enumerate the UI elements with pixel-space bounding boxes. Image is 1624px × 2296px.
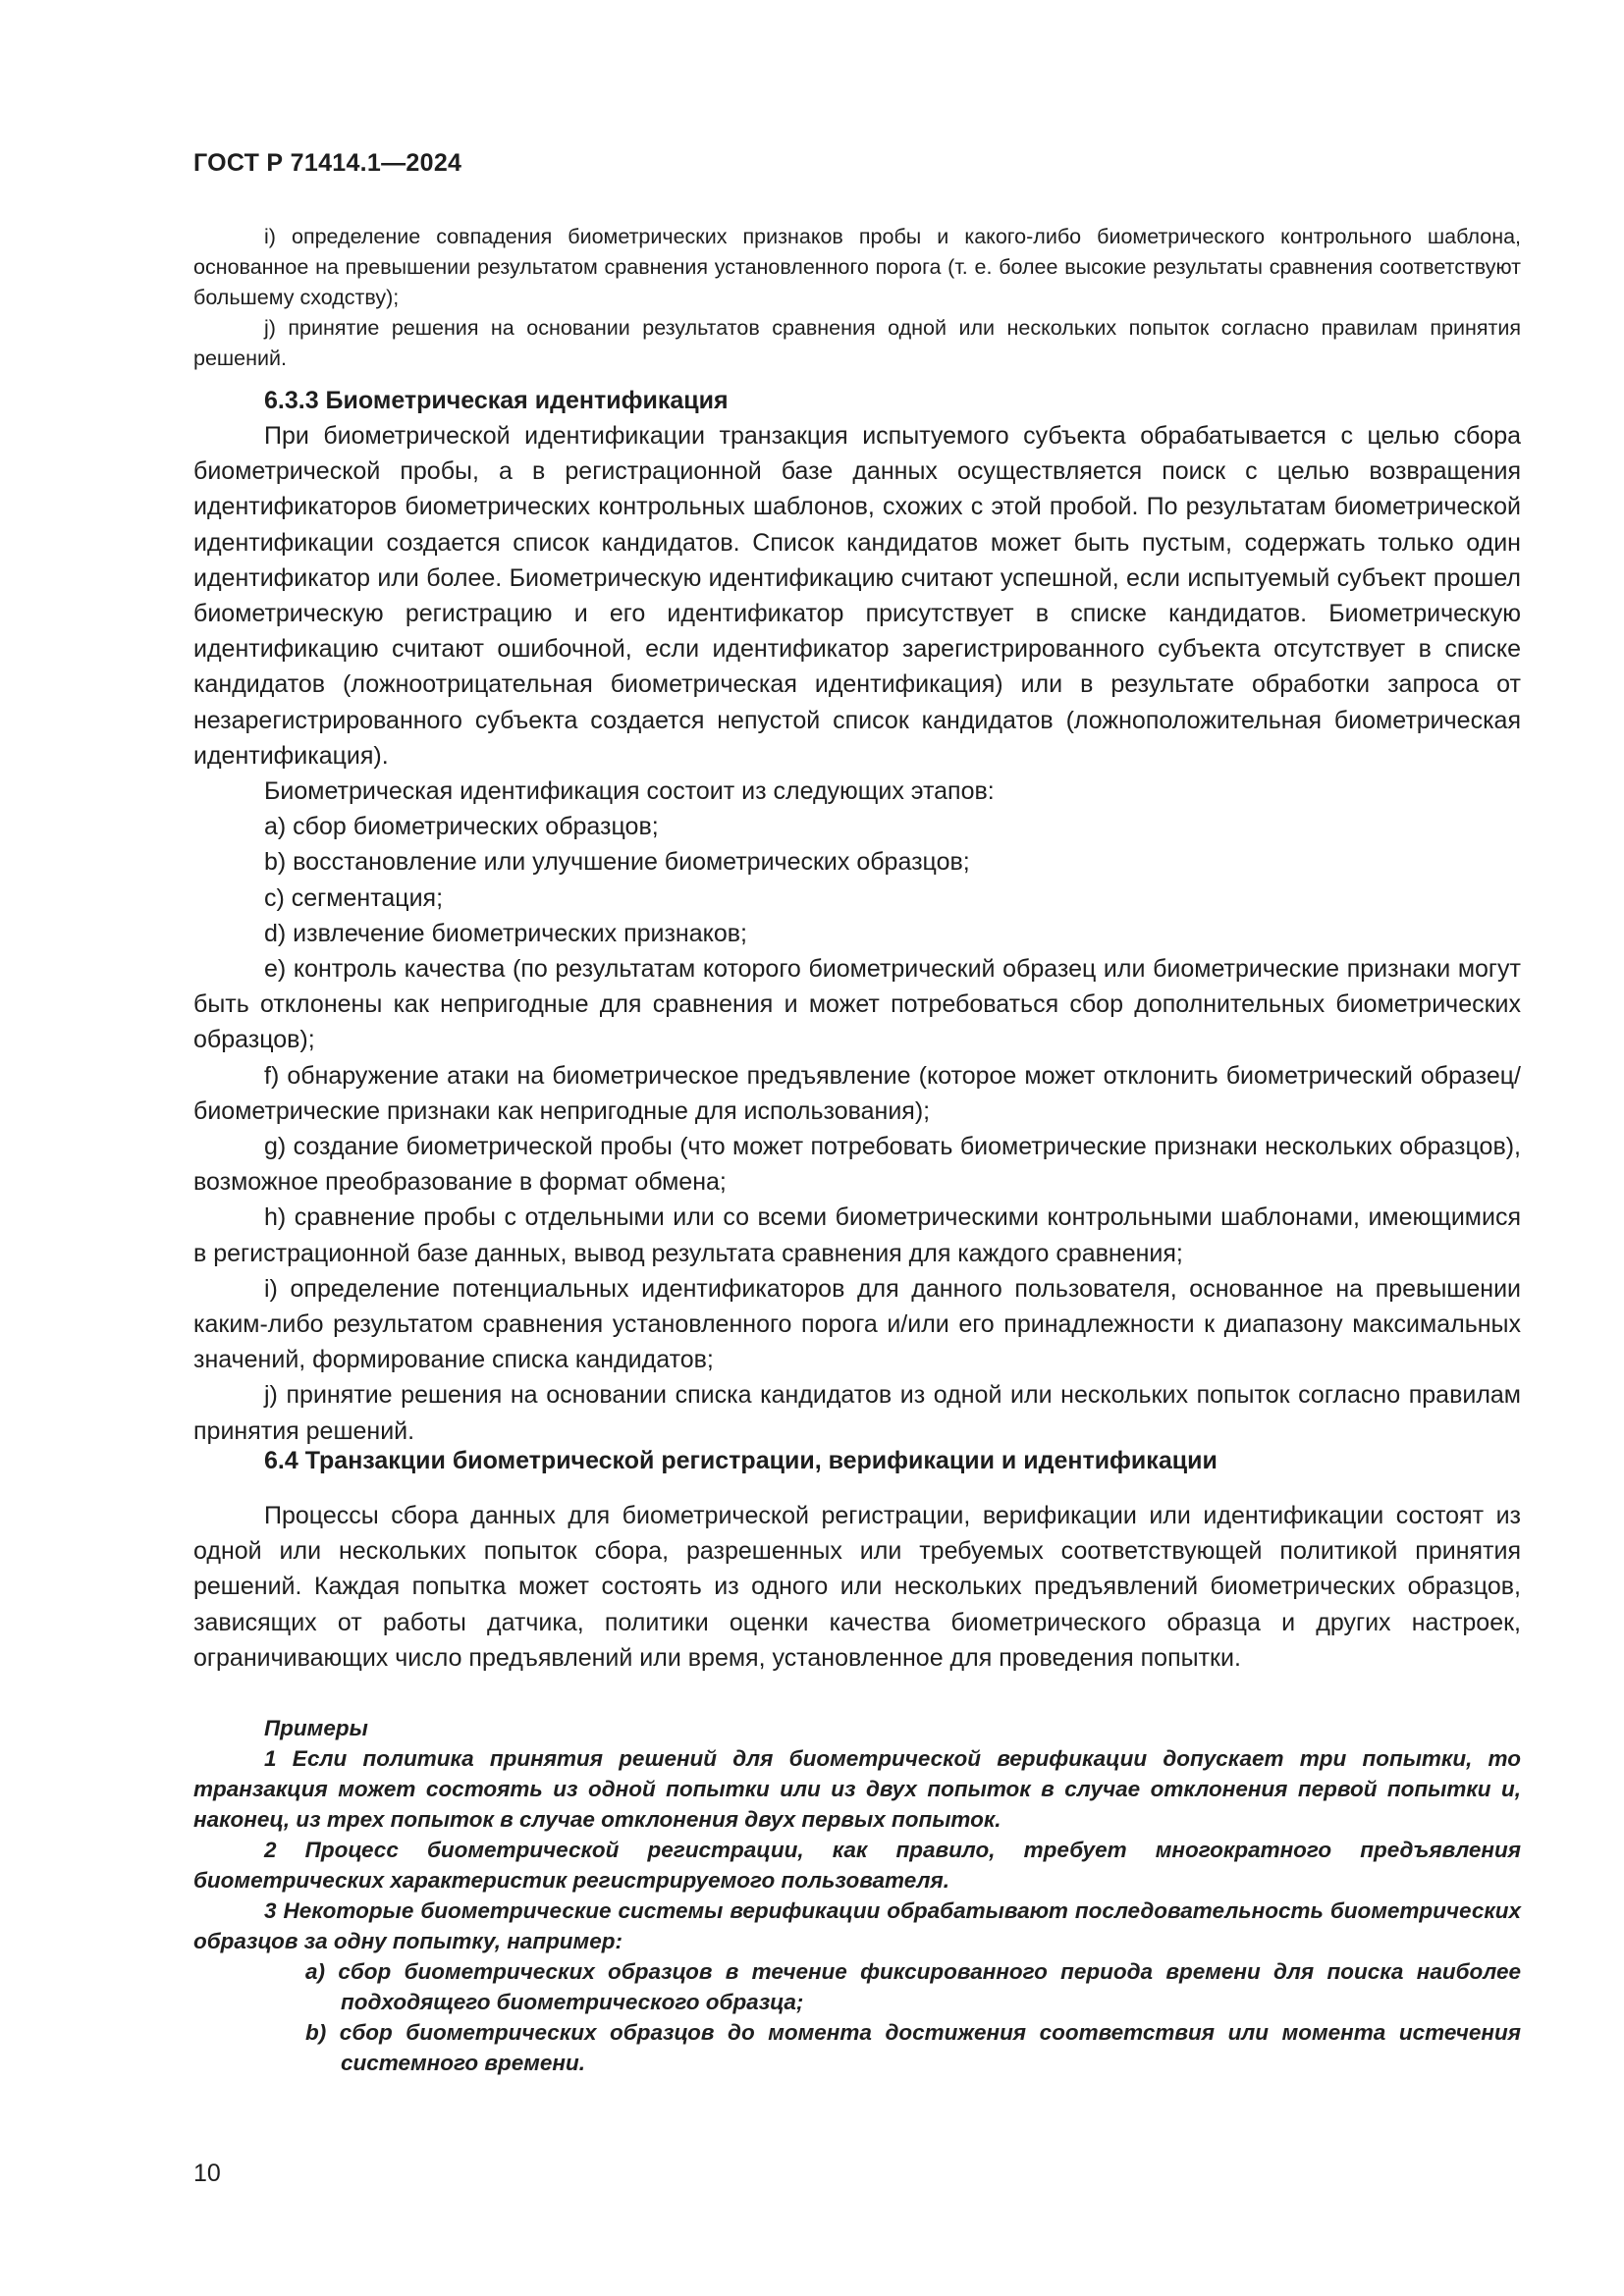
example-item: 1 Если политика принятия решений для биометрической верификации допускает три попытки, то транзакция может состоять из одной попытки или из двух попыток в случае отклонения первой попытки и, наконец, из трех попыток в случае отклонения двух первых попыток. (193, 1746, 1521, 1832)
list-item: j) принятие решения на основании списка кандидатов из одной или нескольких попыток согласно правилам принятия решений. (193, 1381, 1521, 1445)
list-item: e) контроль качества (по результатам которого биометрический образец или биометрические признаки могут быть отклонены как непригодные для сравнения и может потребоваться сбор дополнительных биометрических образцов); (193, 955, 1521, 1054)
section-paragraph: Процессы сбора данных для биометрической регистрации, верификации или идентификации состоят из одной или нескольких попыток сбора, разрешенных или требуемых соответствующей политикой принятия решений. Каждая попытка может состоять из одного или нескольких предъявлений биометрических образцов, зависящих от работы датчика, политики оценки качества биометрического образца и других настроек, ограничивающих число предъявлений или время, установленное для проведения попытки. (193, 1502, 1521, 1672)
section-6-4 (193, 1443, 1521, 1676)
list-item: d) извлечение биометрических признаков; (264, 919, 747, 947)
list-item: f) обнаружение атаки на биометрическое предъявление (которое может отклонить биометрический образец/биометрические признаки как непригодные для использования); (193, 1061, 1521, 1125)
page-number: 10 (193, 2160, 221, 2187)
example-item: 3 Некоторые биометрические системы верификации обрабатывают последовательность биометрических образцов за одну попытку, например: (193, 1898, 1521, 1953)
list-item: i) определение потенциальных идентификаторов для данного пользователя, основанное на превышении каким-либо результатом сравнения установленного порога и/или его принадлежности к диапазону максимальных значений, формирование списка кандидатов; (193, 1274, 1521, 1374)
list-item: b) восстановление или улучшение биометрических образцов; (264, 848, 970, 877)
section-heading: 6.3.3 Биометрическая идентификация (264, 387, 729, 414)
list-item: j) принятие решения на основании результатов сравнения одной или нескольких попыток согласно правилам принятия решений. (193, 316, 1521, 370)
section-paragraph: При биометрической идентификации транзакция испытуемого субъекта обрабатывается с целью сбора биометрической пробы, а в регистрационной базе данных осуществляется поиск с целью возвращения идентификаторов биометрических контрольных шаблонов, схожих с этой пробой. По результатам биометрической идентификации создается список кандидатов. Список кандидатов может быть пустым, содержать только один идентификатор или более. Биометрическую идентификацию считают успешной, если испытуемый субъект прошел биометрическую регистрацию и его идентификатор присутствует в списке кандидатов. Биометрическую идентификацию считают ошибочной, если идентификатор зарегистрированного субъекта отсутствует в списке кандидатов (ложноотрицательная биометрическая идентификация) или в результате обработки запроса от незарегистрированного субъекта создается непустой список кандидатов (ложноположительная биометрическая идентификация). (193, 422, 1521, 770)
example-item: 2 Процесс биометрической регистрации, как правило, требует многократного предъявления биометрических характеристик регистрируемого пользователя. (193, 1838, 1521, 1893)
example-sub-item: b) сбор биометрических образцов до момента достижения соответствия или момента истечения системного времени. (305, 2020, 1521, 2075)
list-item: i) определение совпадения биометрических признаков пробы и какого-либо биометрического контрольного шаблона, основанное на превышении результатом сравнения установленного порога (т. е. более высокие результаты сравнения соответствуют большему сходству); (193, 225, 1521, 309)
list-item: a) сбор биометрических образцов; (264, 813, 659, 841)
examples-block (193, 1713, 1521, 2078)
list-item: g) создание биометрической пробы (что может потребовать биометрические признаки нескольких образцов), возможное преобразование в формат обмена; (193, 1133, 1521, 1197)
document-header: ГОСТ Р 71414.1—2024 (193, 149, 462, 177)
intro-list (193, 222, 1521, 374)
list-item: c) сегментация; (264, 883, 444, 912)
stages-intro: Биометрическая идентификация состоит из следующих этапов: (264, 777, 995, 806)
section-6-3-3 (193, 383, 1521, 1449)
list-item: h) сравнение пробы с отдельными или со всеми биометрическими контрольными шаблонами, имеющимися в регистрационной базе данных, вывод результата сравнения для каждого сравнения; (193, 1203, 1521, 1267)
section-heading: 6.4 Транзакции биометрической регистрации, верификации и идентификации (264, 1447, 1218, 1474)
example-sub-item: a) сбор биометрических образцов в течение фиксированного периода времени для поиска наиболее подходящего биометрического образца; (305, 1959, 1521, 2014)
examples-title: Примеры (264, 1716, 368, 1740)
